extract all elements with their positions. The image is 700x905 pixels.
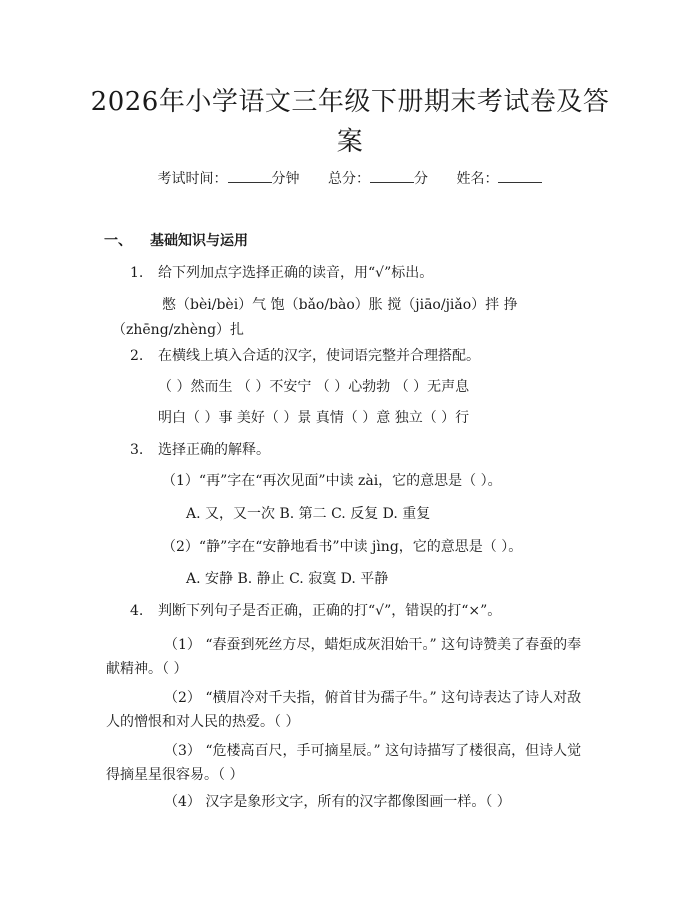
score-field [328, 171, 428, 187]
question-1-body: 憋（bèi/bèi）气 饱（bǎo/bào）胀 搅（jiāo/jiǎo）拌 挣（zhēng/zhèng）扎 [112, 297, 518, 338]
score-label: 总分： [328, 171, 370, 187]
question-2 [130, 346, 480, 366]
question-4-item: （2） “横眉冷对千夫指，俯首甘为孺子牛。” 这句诗表达了诗人对敌人的憎恨和对人民的热爱。（ ） [106, 690, 582, 730]
question-text: 给下列加点字选择正确的读音，用“√”标出。 [158, 265, 434, 281]
score-blank[interactable] [370, 170, 414, 183]
exam-title: 2026年小学语文三年级下册期末考试卷及答案 [90, 87, 610, 157]
name-field [456, 171, 542, 187]
time-unit: 分钟 [271, 171, 300, 187]
question-4-item: （4） 汉字是象形文字，所有的汉字都像图画一样。（ ） [164, 794, 511, 810]
question-4 [130, 601, 501, 621]
question-4-item: （1） “春蚕到死丝方尽，蜡炬成灰泪始干。” 这句诗赞美了春蚕的奉献精神。（ ） [106, 637, 582, 677]
question-number: 3. [130, 442, 144, 458]
question-3-sub-1: （1）“再”字在“再次见面”中读 zài，它的意思是（ ）。 [162, 473, 502, 489]
question-number: 4. [130, 603, 144, 619]
question-text: 在横线上填入合适的汉字，使词语完整并合理搭配。 [158, 348, 480, 364]
section-heading [104, 231, 248, 251]
question-2-row-1: （ ）然而生 （ ）不安宁 （ ）心勃勃 （ ）无声息 [158, 379, 470, 395]
question-3-sub-2-options: A. 安静 B. 静止 C. 寂寞 D. 平静 [186, 571, 389, 587]
score-unit: 分 [414, 171, 428, 187]
question-text: 选择正确的解释。 [158, 442, 270, 458]
question-number: 2. [130, 348, 144, 364]
question-3 [130, 440, 270, 460]
section-number: 一、 [104, 233, 132, 249]
time-blank[interactable] [228, 170, 272, 183]
name-blank[interactable] [498, 170, 542, 183]
question-3-sub-2: （2）“静”字在“安静地看书”中读 jìng，它的意思是（ ）。 [162, 539, 523, 555]
question-text: 判断下列句子是否正确，正确的打“√”，错误的打“×”。 [158, 603, 502, 619]
name-label: 姓名： [456, 171, 499, 187]
question-3-sub-1-options: A. 又，又一次 B. 第二 C. 反复 D. 重复 [186, 506, 431, 522]
question-1 [130, 263, 433, 283]
time-label: 考试时间： [157, 171, 228, 187]
time-field [158, 171, 300, 187]
question-4-item: （3） “危楼高百尺，手可摘星辰。” 这句诗描写了楼很高，但诗人觉得摘星星很容易。（ ） [106, 743, 582, 783]
section-title: 基础知识与运用 [150, 233, 248, 249]
question-number: 1. [130, 265, 144, 281]
exam-meta [0, 168, 700, 188]
question-2-row-2: 明白（ ）事 美好（ ）景 真情（ ）意 独立（ ）行 [158, 410, 470, 426]
